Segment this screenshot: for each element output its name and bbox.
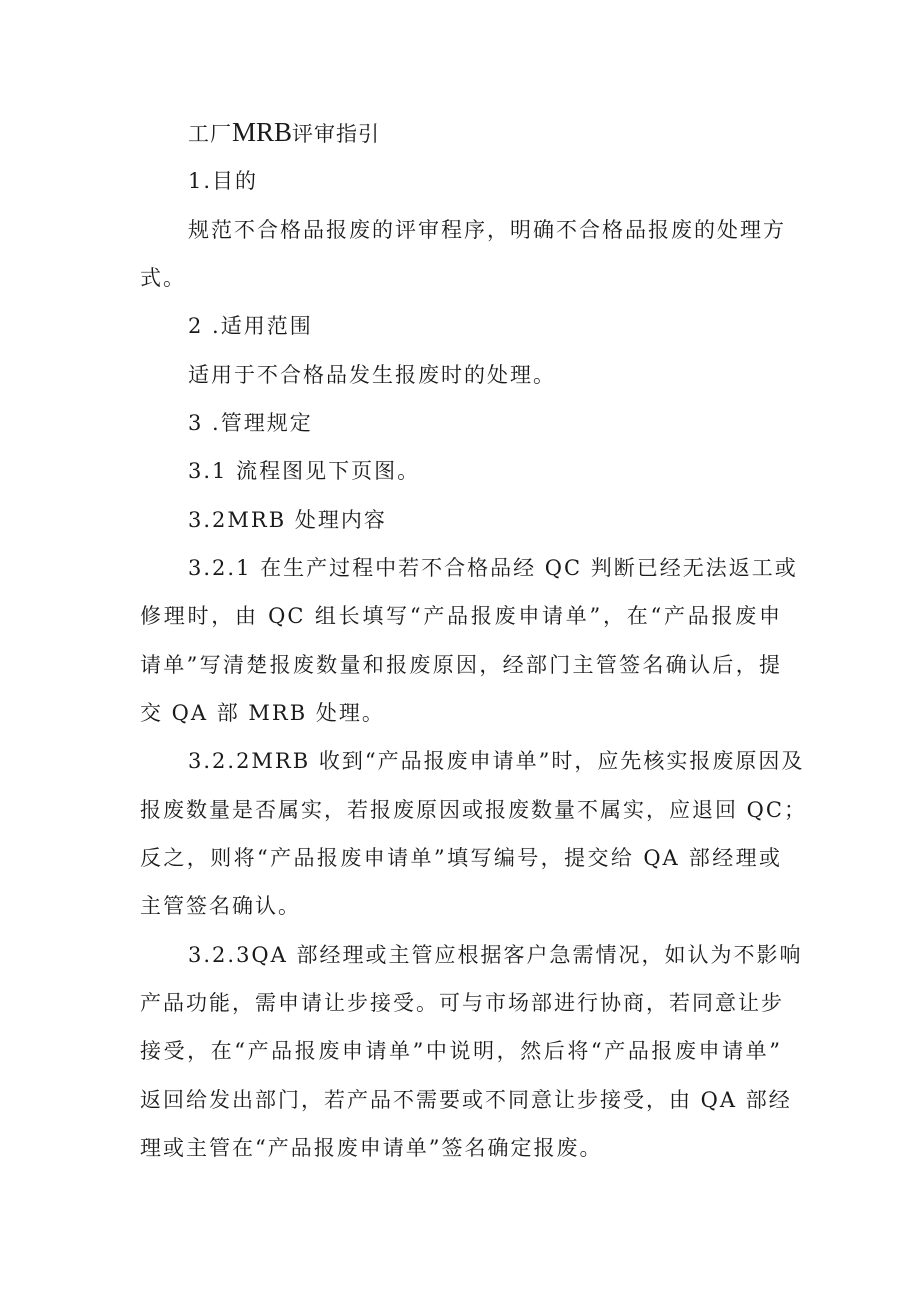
section-1-body-line: 式。 — [140, 266, 186, 290]
title-suffix: 评审指引 — [292, 122, 381, 146]
item-3-2-3-line: 3.2.3QA 部经理或主管应根据客户急需情况，如认为不影响 — [188, 943, 803, 967]
item-3-2-2-line: 3.2.2MRB 收到“产品报废申请单”时，应先核实报废原因及 — [188, 749, 805, 773]
item-3-2-2-line: 报废数量是否属实，若报废原因或报废数量不属实，应退回 QC； — [140, 798, 807, 822]
item-3-2-3-line: 返回给发出部门，若产品不需要或不同意让步接受，由 QA 部经 — [140, 1088, 792, 1112]
item-3-2-1-line: 请单”写清楚报废数量和报废原因，经部门主管签名确认后，提 — [140, 653, 782, 677]
section-1-heading: 1.目的 — [188, 169, 259, 193]
item-3-2-1-line: 交 QA 部 MRB 处理。 — [140, 701, 385, 725]
item-3-2-1-line: 修理时，由 QC 组长填写“产品报废申请单”，在“产品报废申 — [140, 604, 782, 628]
item-3-2-3-line: 产品功能，需申请让步接受。可与市场部进行协商，若同意让步 — [140, 991, 784, 1015]
section-2-heading: 2 .适用范围 — [188, 314, 313, 338]
title-main: MRB — [232, 117, 293, 147]
section-3-heading: 3 .管理规定 — [188, 411, 313, 435]
title-prefix: 工厂 — [188, 122, 232, 146]
item-3-2-2-line: 反之，则将“产品报废申请单”填写编号，提交给 QA 部经理或 — [140, 846, 782, 870]
item-3-2-1-line: 3.2.1 在生产过程中若不合格品经 QC 判断已经无法返工或 — [188, 556, 798, 580]
document-title — [188, 117, 838, 147]
item-3-2-2-line: 主管签名确认。 — [140, 894, 301, 918]
item-3-2-3-line: 接受，在“产品报废申请单”中说明，然后将“产品报废申请单” — [140, 1039, 782, 1063]
item-3-2: 3.2MRB 处理内容 — [188, 508, 387, 532]
item-3-2-3-line: 理或主管在“产品报废申请单”签名确定报废。 — [140, 1136, 603, 1160]
section-1-body-line: 规范不合格品报废的评审程序，明确不合格品报废的处理方 — [188, 218, 786, 242]
item-3-1: 3.1 流程图见下页图。 — [188, 459, 421, 483]
section-2-body-line: 适用于不合格品发生报废时的处理。 — [188, 363, 556, 387]
